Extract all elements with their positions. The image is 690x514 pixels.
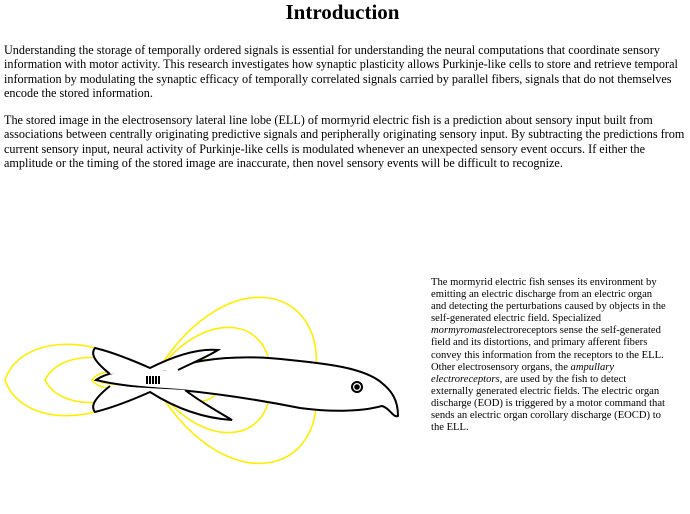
intro-paragraph-1: Understanding the storage of temporally ordered signals is essential for understanding the neural computations that coordinate sensory information with motor activity. This research investigates how synaptic plasticity allows Purkinje-like cells to store and retrieve temporal information by modulating the synaptic efficacy of temporally correlated signals carried by parallel fibers, signals that do not themselves encode the stored information.: [4, 43, 678, 100]
caption-text-1: The mormyrid electric fish senses its environment by emitting an electric discharge from an electric organ and detecting the perturbations caused by objects in the self-generated electric field. Specialized: [431, 277, 666, 325]
fish-outline: [93, 348, 398, 420]
figure-caption: [431, 277, 666, 434]
fish-pupil: [355, 385, 359, 389]
caption-term-ampullary: ampullary electroreceptors: [431, 361, 615, 385]
page-title: Introduction: [285, 0, 400, 24]
caption-text-2: electroreceptors sense the self-generated field and its distortions, and primary afferent fibers convey this information from the receptors to the ELL. Other electrosensory organs, the: [431, 325, 664, 373]
caption-text-3: , are used by the fish to detect externally generated electric fields. The electric organ discharge (EOD) is triggered by a motor command that sends an electric organ corollary discharge (EOCD) to the ELL.: [431, 373, 665, 434]
caption-term-mormyromast: mormyromast: [431, 325, 490, 337]
electric-fish-diagram: [0, 240, 420, 514]
intro-paragraph-2: The stored image in the electrosensory lateral line lobe (ELL) of mormyrid electric fish is a prediction about sensory input built from associations between centrally originating predictive signals and peripherally originating sensory input. By subtracting the predictions from current sensory input, neural activity of Purkinje-like cells is modulated whenever an unexpected sensory event occurs. If either the amplitude or the timing of the stored image are inaccurate, then novel sensory events will be difficult to recognize.: [4, 113, 685, 170]
